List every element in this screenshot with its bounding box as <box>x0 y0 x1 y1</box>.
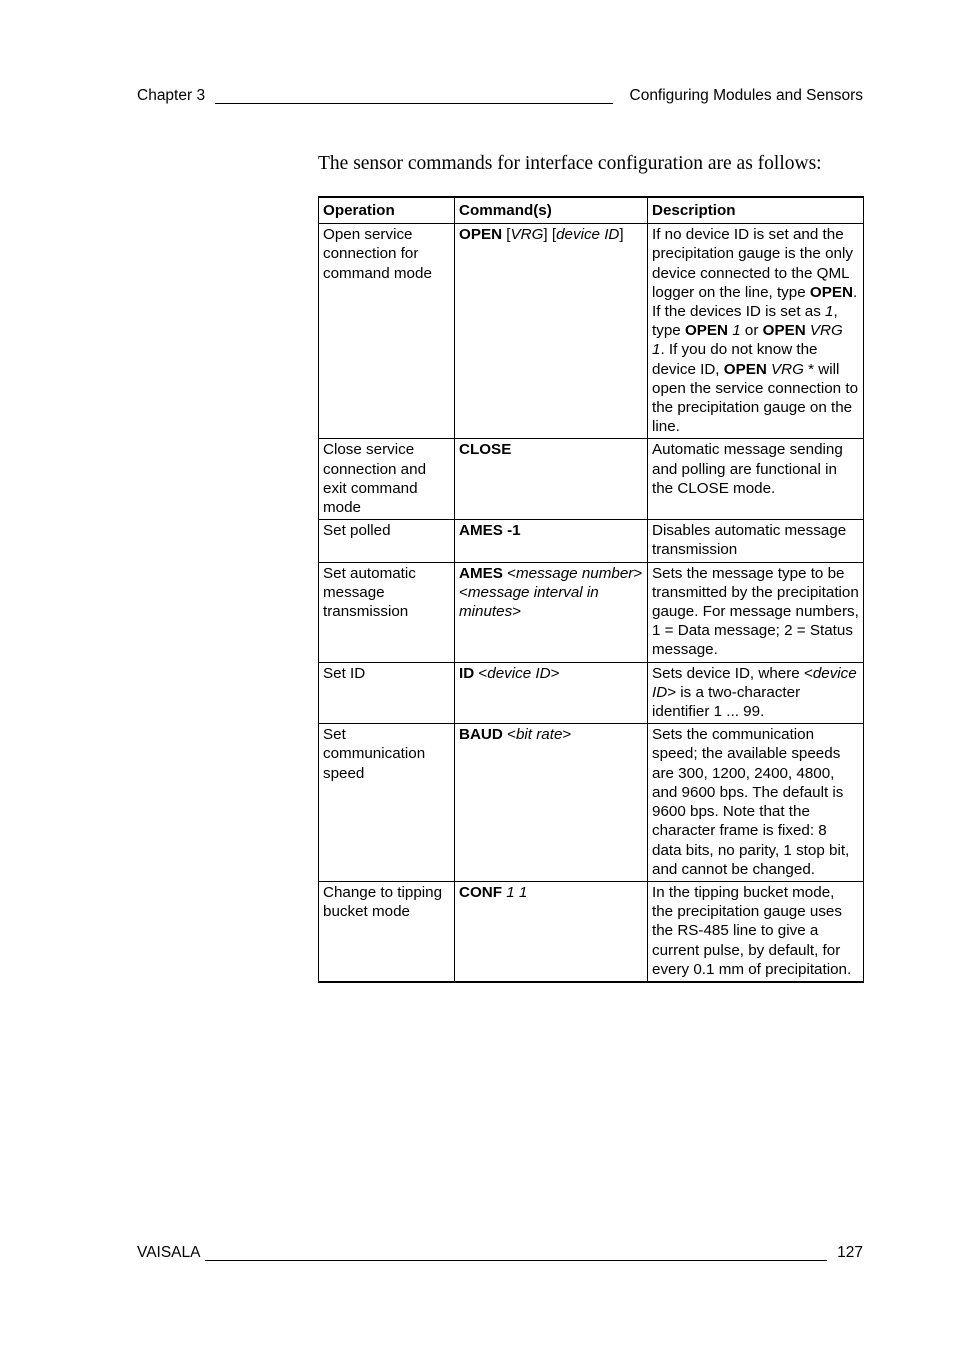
intro-paragraph: The sensor commands for interface configuration are as follows: <box>318 153 822 174</box>
operation-cell: Set communication speed <box>319 724 455 882</box>
column-header-commands: Command(s) <box>455 197 648 224</box>
command-cell: BAUD <bit rate> <box>455 724 648 882</box>
table-row <box>319 439 864 520</box>
description-cell: Automatic message sending and polling are functional in the CLOSE mode. <box>648 439 864 520</box>
table-row <box>319 662 864 724</box>
italic-run: message number <box>515 564 634 582</box>
bold-run: OPEN <box>723 360 767 378</box>
footer-rule <box>205 1260 827 1261</box>
italic-run: device ID <box>652 664 857 701</box>
description-cell: Sets the message type to be transmitted by the precipitation gauge. For message numbers, 1 = Data message; 2 = Status message. <box>648 562 864 662</box>
operation-cell: Change to tipping bucket mode <box>319 881 455 982</box>
footer-brand: VAISALA <box>137 1244 201 1261</box>
command-cell <box>455 439 648 520</box>
bold-run: OPEN <box>762 322 806 340</box>
operation-cell: Set ID <box>319 662 455 724</box>
command-cell: AMES <message number> <message interval in minutes> <box>455 562 648 662</box>
italic-run: message interval in minutes <box>459 583 599 621</box>
description-cell: If no device ID is set and the precipitation gauge is the only device connected to the QML logger on the line, type OPEN. If the devices ID is set as 1, type OPEN 1 or OPEN VRG 1. If you do not know the device ID, OPEN VRG * will open the service connection to the precipitation gauge on the line. <box>648 224 864 439</box>
command-cell <box>455 520 648 562</box>
bold-run: OPEN <box>459 226 503 244</box>
command-cell <box>455 881 648 982</box>
italic-run: VRG <box>510 226 544 244</box>
bold-run: CONF <box>459 883 503 901</box>
table-row <box>319 881 864 982</box>
italic-run: bit rate <box>515 726 563 744</box>
table-row <box>319 724 864 882</box>
header-rule <box>215 103 613 104</box>
italic-run: device ID <box>487 664 551 682</box>
description-cell: Sets the communication speed; the available speeds are 300, 1200, 2400, 4800, and 9600 bps. The default is 9600 bps. Note that the character frame is fixed: 8 data bits, no parity, 1 stop bit, and cannot be changed. <box>648 724 864 882</box>
italic-run: VRG 1 <box>652 322 843 359</box>
command-cell: OPEN [VRG] [device ID] <box>455 224 648 439</box>
operation-cell: Set automatic message transmission <box>319 562 455 662</box>
italic-run: 1 <box>825 303 834 321</box>
description-cell: Sets device ID, where <device ID> is a two-character identifier 1 ... 99. <box>648 662 864 724</box>
bold-run: ID <box>459 664 475 682</box>
operation-cell: Set polled <box>319 520 455 562</box>
page-footer <box>137 1243 863 1265</box>
page-number: 127 <box>837 1244 863 1261</box>
command-cell: ID <device ID> <box>455 662 648 724</box>
bold-run: AMES -1 <box>459 522 521 540</box>
column-header-operation: Operation <box>319 197 455 224</box>
table-row <box>319 224 864 439</box>
operation-cell: Open service connection for command mode <box>319 224 455 439</box>
italic-run: VRG <box>771 360 804 378</box>
italic-run: 1 1 <box>506 883 528 901</box>
italic-run: device ID <box>556 226 620 244</box>
chapter-label: Chapter 3 <box>137 87 206 104</box>
column-header-description: Description <box>648 197 864 224</box>
table-row <box>319 562 864 662</box>
description-cell: In the tipping bucket mode, the precipitation gauge uses the RS-485 line to give a current pulse, by default, for every 0.1 mm of precipitation. <box>648 881 864 982</box>
bold-run: AMES <box>459 564 503 582</box>
bold-run: BAUD <box>459 726 503 744</box>
table-row <box>319 520 864 562</box>
italic-run: 1 <box>732 322 741 340</box>
bold-run: OPEN <box>684 322 728 340</box>
operation-cell: Close service connection and exit command mode <box>319 439 455 520</box>
sensor-commands-table <box>318 196 864 983</box>
table-header-row <box>319 197 864 224</box>
bold-run: OPEN <box>809 283 853 301</box>
description-cell: Disables automatic message transmission <box>648 520 864 562</box>
page-header <box>137 86 863 108</box>
bold-run: CLOSE <box>459 441 512 459</box>
chapter-title: Configuring Modules and Sensors <box>629 87 863 104</box>
